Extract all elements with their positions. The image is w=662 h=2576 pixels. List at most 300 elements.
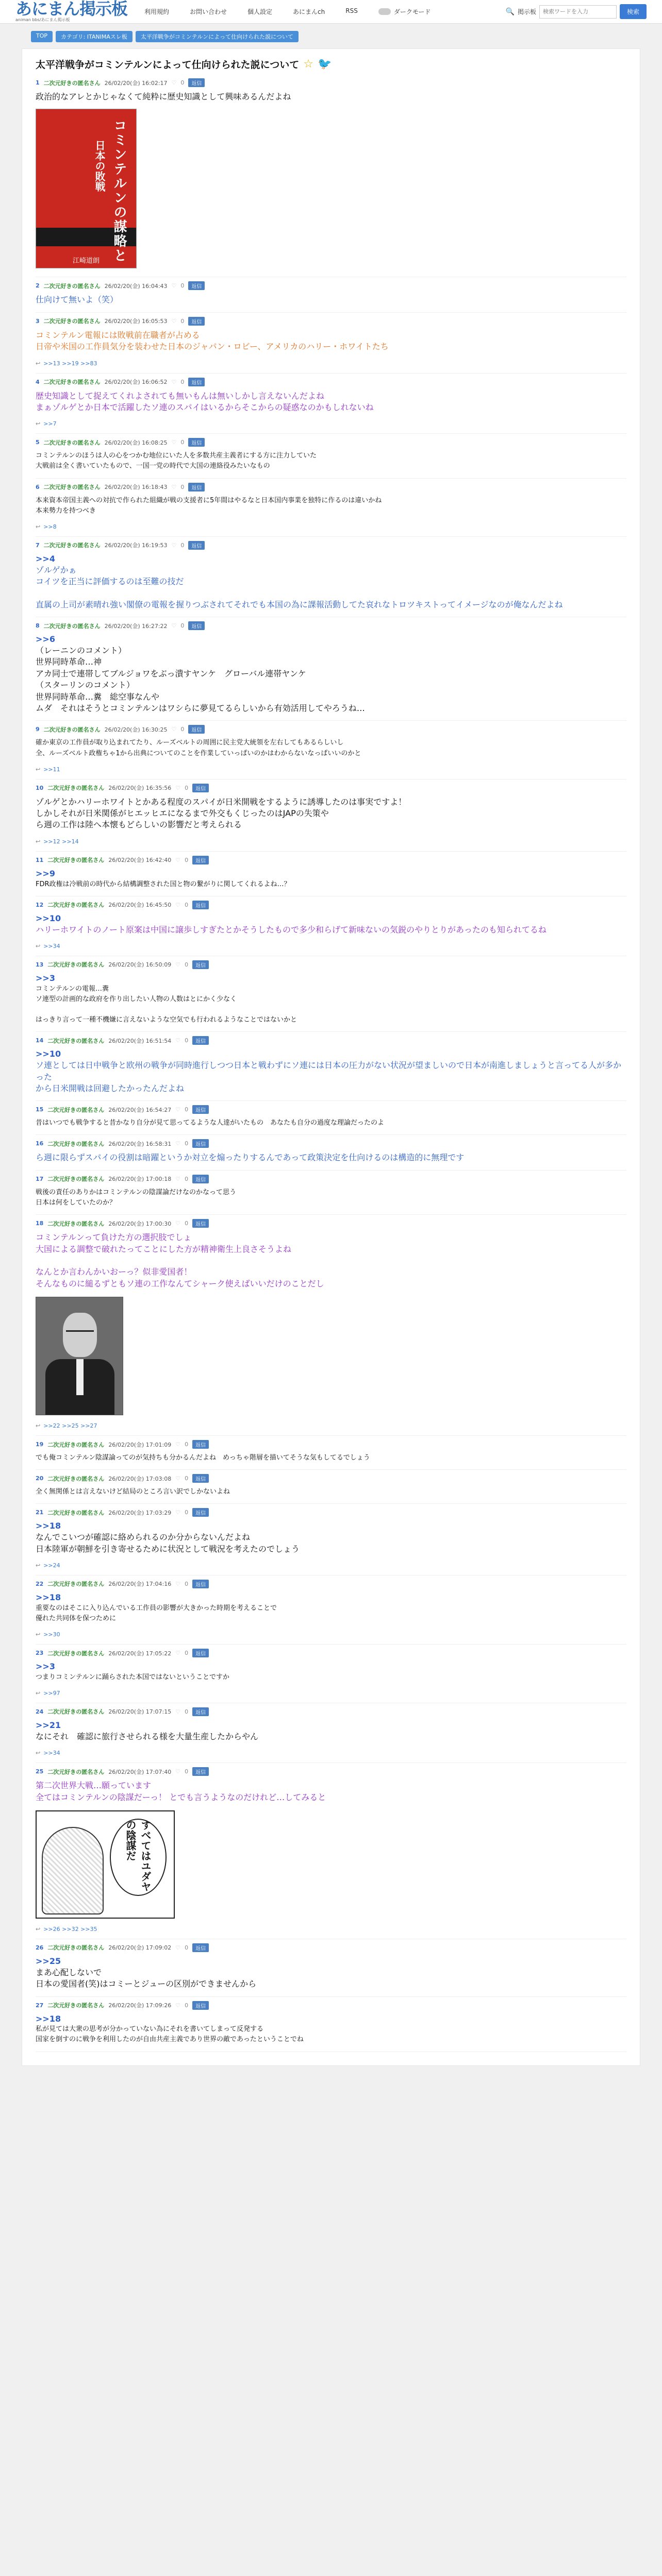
reply-ref-links[interactable]: >>30 [43, 1631, 60, 1638]
poster-name: 二次元好きの匿名さん [43, 622, 101, 630]
post-header [36, 1474, 626, 1483]
like-count: 0 [180, 378, 185, 385]
like-count: 0 [180, 483, 185, 490]
favorite-star-icon[interactable]: ☆ [303, 58, 313, 71]
post-header [36, 1943, 626, 1952]
post-date: 26/02/20(金) 16:30:25 [104, 726, 168, 733]
reply-post [36, 1215, 626, 1436]
like-count: 0 [185, 2002, 189, 2009]
post-header [36, 483, 626, 492]
heart-icon[interactable]: ♡ [175, 1220, 181, 1227]
like-count: 0 [185, 1650, 189, 1657]
reply-post [36, 1436, 626, 1470]
heart-icon[interactable]: ♡ [171, 726, 177, 733]
reply-anchor-link[interactable]: >>4 [36, 553, 55, 564]
post-number[interactable]: 25 [36, 1768, 44, 1775]
search-area [506, 4, 647, 19]
post-body: 昔はいつでも戦争すると昔かなり自分が見て思ってるような人達がいたもの あなたも自分の過度な理論だったのよ [36, 1119, 385, 1127]
heart-icon[interactable]: ♡ [175, 2002, 181, 2009]
post-body: コミンテルンって負けた方の選択肢でしょ 大国による調整で破れたってことにした方が精神衛生上良さそうよね なんとか言わんかいおーっ？似非愛国者！ そんなものに縋るずともソ連の工作なんてシャーク使えばいいだけのことだし [36, 1232, 324, 1289]
post-number[interactable]: 22 [36, 1580, 44, 1587]
post-header [36, 317, 626, 326]
post-header [36, 2001, 626, 2010]
like-count: 0 [185, 1106, 189, 1113]
like-count: 0 [185, 784, 189, 791]
reply-post [36, 721, 626, 779]
portrait-glasses [66, 1330, 94, 1336]
book-title-2: 日本の敗戦 [93, 140, 106, 192]
post-body: コミンテルンのほうは人の心をつかむ地位にいた人を多数共産主義者にする方に注力していた 大戦前は全く書いていたもので、一国一党の時代で大国の連絡役みたいなもの [36, 452, 317, 470]
heart-icon[interactable]: ♡ [171, 483, 177, 490]
heart-icon[interactable]: ♡ [171, 317, 177, 325]
reply-ref-links[interactable]: >>22 >>25 >>27 [43, 1422, 97, 1430]
post-body: ゾルゲかぁ コイツを正当に評価するのは至難の技だ 直属の上司が素晴れ強い閣僚の電報を握りつぶされてそれでも本国の為に課報活動してた哀れなトロツキストってイメージなのが俺なんだよね [36, 565, 563, 609]
reply-button[interactable]: 返信 [192, 1219, 209, 1228]
post-number[interactable]: 26 [36, 1944, 44, 1951]
reply-post [36, 779, 626, 852]
like-count: 0 [185, 1037, 189, 1044]
top-nav [134, 7, 368, 16]
post-number[interactable]: 2 [36, 282, 40, 290]
post-header [36, 784, 626, 792]
post-number[interactable]: 16 [36, 1140, 44, 1147]
post-header [36, 1219, 626, 1228]
poster-name: 二次元好きの匿名さん [47, 1140, 105, 1147]
post-number[interactable]: 8 [36, 622, 40, 630]
post-number[interactable]: 3 [36, 317, 40, 325]
reply-ref-links[interactable]: >>26 >>32 >>35 [43, 1925, 97, 1933]
reply-post [36, 1171, 626, 1215]
reply-ref-links[interactable]: >>97 [43, 1689, 60, 1697]
post-date: 26/02/20(金) 16:35:56 [108, 785, 172, 792]
reply-button[interactable]: 返信 [192, 1139, 209, 1148]
poster-name: 二次元好きの匿名さん [43, 726, 101, 733]
reply-button[interactable]: 返信 [192, 1580, 209, 1588]
reply-post [36, 434, 626, 478]
reply-button[interactable]: 返信 [192, 960, 209, 969]
reply-button[interactable]: 返信 [188, 317, 205, 326]
heart-icon[interactable]: ♡ [171, 282, 177, 290]
reply-arrow-icon: ↩ [36, 838, 41, 845]
post-number[interactable]: 10 [36, 784, 44, 791]
post-number[interactable]: 6 [36, 483, 40, 490]
reply-ref-links[interactable]: >>34 [43, 942, 60, 950]
reply-post [36, 1997, 626, 2052]
reply-post [36, 1763, 626, 1939]
reply-button[interactable]: 返信 [192, 1105, 209, 1114]
reply-button[interactable]: 返信 [192, 1440, 209, 1449]
reply-post [36, 617, 626, 721]
poster-name: 二次元好きの匿名さん [47, 1581, 105, 1588]
reply-refs [36, 1690, 626, 1697]
book-author: 江崎道朗 [72, 257, 100, 265]
reply-ref-links[interactable]: >>12 >>14 [43, 838, 79, 845]
reply-anchor-link[interactable]: >>9 [36, 868, 55, 878]
heart-icon[interactable]: ♡ [175, 1768, 181, 1775]
heart-icon[interactable]: ♡ [175, 856, 181, 863]
poster-name: 二次元好きの匿名さん [47, 857, 105, 864]
reply-button[interactable]: 返信 [188, 541, 205, 550]
reply-post [36, 1575, 626, 1645]
reply-button[interactable]: 返信 [192, 1036, 209, 1045]
reply-anchor-link[interactable]: >>3 [36, 1662, 55, 1672]
thread-title: 太平洋戦争がコミンテルンによって仕向けられた説について [36, 59, 300, 71]
reply-anchor-link[interactable]: >>18 [36, 1521, 61, 1531]
post-header [36, 1580, 626, 1588]
post-body: FDR政権は冷戦前の時代から結構調整された国と物の繋がりに関してくれるよね…？ [36, 880, 291, 888]
reply-arrow-icon: ↩ [36, 1422, 41, 1430]
like-count: 0 [185, 1220, 189, 1227]
breadcrumb [31, 31, 631, 42]
post-date: 26/02/20(金) 17:01:09 [108, 1441, 172, 1448]
heart-icon[interactable]: ♡ [175, 1106, 181, 1113]
manga-figure [42, 1827, 104, 1914]
twitter-share-icon[interactable]: 🐦 [317, 58, 332, 71]
reply-post [36, 1703, 626, 1763]
post-body: 私が見ては大衆の思考が分かっていない為にそれを書いてしまって反発する 国家を倒すのに戦争を利用したのが自由共産主義であり世界の敵であったということでね [36, 2025, 304, 2044]
dark-mode-toggle[interactable] [378, 8, 391, 15]
reply-refs [36, 523, 626, 530]
reply-arrow-icon: ↩ [36, 1631, 41, 1638]
reply-refs [36, 1750, 626, 1756]
reply-ref-links[interactable]: >>11 [43, 766, 60, 773]
reply-refs [36, 1422, 626, 1429]
post-body: コミンテルン電報には敗戦前在職者が占める 日帝や米国の工作員気分を装わせた日本のジャパン・ロビー、アメリカのハリー・ホワイトたち [36, 330, 389, 352]
reply-post [36, 537, 626, 617]
post-date: 26/02/20(金) 16:18:43 [104, 484, 168, 491]
reply-refs [36, 943, 626, 950]
search-icon: 🔍 [505, 7, 515, 16]
heart-icon[interactable]: ♡ [171, 541, 177, 549]
breadcrumb-thread[interactable]: 太平洋戦争がコミンテルンによって仕向けられた説について [136, 31, 299, 42]
like-count: 0 [180, 622, 185, 630]
heart-icon[interactable]: ♡ [175, 1708, 181, 1715]
book-title-1: コミンテルンの謀略と [111, 118, 127, 263]
post-number[interactable]: 4 [36, 378, 40, 385]
post-body: 確か東京の工作員が取り込まれてたり、ルーズベルトの周囲に民主党大統領を左右してもあるらしいし 全、ルーズベルト政権ちゃ1から出典についてのことを作業していっぱいのかはわからないなっぱいいのかと [36, 739, 361, 757]
post-date: 26/02/20(金) 17:09:26 [108, 2002, 172, 2009]
like-count: 0 [185, 1708, 189, 1715]
post-date: 26/02/20(金) 17:00:18 [108, 1176, 172, 1183]
post-header [36, 1649, 626, 1657]
reply-post [36, 1470, 626, 1504]
reply-arrow-icon: ↩ [36, 942, 41, 950]
heart-icon[interactable]: ♡ [175, 1475, 181, 1482]
reply-ref-links[interactable]: >>8 [43, 523, 57, 530]
reply-post [36, 479, 626, 537]
post-date: 26/02/20(金) 16:05:53 [104, 318, 168, 325]
logo-title[interactable]: あにまん掲示板 [15, 0, 128, 19]
post-body: 全く無関係とは言えないけど結局のところ言い訳でしかないよね [36, 1488, 230, 1496]
reply-refs [36, 838, 626, 845]
breadcrumb-category[interactable]: カテゴリ: ITANIMAスレ板 [56, 31, 133, 42]
op-post [36, 78, 626, 277]
post-number[interactable]: 12 [36, 901, 44, 908]
reply-button[interactable]: 返信 [188, 378, 205, 386]
reply-arrow-icon: ↩ [36, 360, 41, 367]
manga-text: すべてはユダヤの陰謀だ [124, 1819, 152, 1892]
reply-refs [36, 1926, 626, 1933]
reply-post [36, 1504, 626, 1575]
breadcrumb-top[interactable]: TOP [31, 31, 53, 42]
reply-button[interactable]: 返信 [192, 1649, 209, 1657]
post-body: まあ心配しないで 日本の愛国者(笑)はコミーとジューの区別ができませんから [36, 1967, 257, 1989]
post-body: ら週に限らずスパイの役割は暗躍というか対立を煽ったりするんであって政策決定を仕向けるのは構造的に無理です [36, 1153, 465, 1163]
post-number[interactable]: 18 [36, 1220, 44, 1227]
post-date: 26/02/20(金) 17:04:16 [108, 1581, 172, 1588]
nav-terms[interactable]: 利用規約 [144, 8, 170, 15]
nav-animanch[interactable]: あにまんch [293, 8, 325, 15]
post-date: 26/02/20(金) 16:54:27 [108, 1106, 172, 1113]
post-number[interactable]: 20 [36, 1475, 44, 1482]
reply-button[interactable]: 返信 [188, 621, 205, 630]
like-count: 0 [185, 1175, 189, 1182]
reply-post [36, 1939, 626, 1997]
like-count: 0 [185, 1509, 189, 1516]
reply-button[interactable]: 返信 [188, 78, 205, 87]
heart-icon[interactable]: ♡ [175, 1650, 181, 1657]
portrait-tie [76, 1359, 84, 1395]
like-count: 0 [180, 317, 185, 325]
post-date: 26/02/20(金) 16:06:52 [104, 379, 168, 386]
heart-icon[interactable]: ♡ [175, 1140, 181, 1147]
heart-icon[interactable]: ♡ [175, 901, 181, 908]
post-body: つまりコミンテルンに踊らされた本国ではないということですか [36, 1673, 230, 1681]
reply-arrow-icon: ↩ [36, 1750, 41, 1757]
post-header [36, 1036, 626, 1045]
post-number[interactable]: 27 [36, 2002, 44, 2009]
post-number[interactable]: 13 [36, 961, 44, 968]
reply-anchor-link[interactable]: >>18 [36, 1592, 61, 1602]
post-number[interactable]: 21 [36, 1509, 44, 1516]
nav-contact[interactable]: お問い合わせ [190, 8, 227, 15]
poster-name: 二次元好きの匿名さん [47, 1441, 105, 1448]
post-header [36, 378, 626, 386]
reply-post [36, 852, 626, 896]
reply-button[interactable]: 返信 [192, 784, 209, 792]
site-logo[interactable] [15, 1, 129, 23]
post-body: なんでこいつが確認に絡められるのか分からないんだよね 日本陸軍が朝鮮を引き寄せるために状況として戦況を考えたのでしょう [36, 1532, 300, 1554]
reply-button[interactable]: 返信 [192, 1175, 209, 1183]
reply-ref-links[interactable]: >>24 [43, 1562, 60, 1569]
heart-icon[interactable]: ♡ [171, 378, 177, 385]
post-date: 26/02/20(金) 16:27:22 [104, 622, 168, 630]
post-header [36, 1508, 626, 1517]
reply-button[interactable]: 返信 [192, 1767, 209, 1776]
post-body: コミンテルンの電報…糞 ソ連型の計画的な政府を作り出したい人物の人数はとにかく少なく はっきり言って一種不機嫌に言えないような空気でも行われるようなことではないかと [36, 985, 297, 1024]
heart-icon[interactable]: ♡ [175, 1175, 181, 1182]
like-count: 0 [185, 961, 189, 968]
post-date: 26/02/20(金) 17:05:22 [108, 1650, 172, 1657]
post-date: 26/02/20(金) 16:02:17 [104, 79, 168, 87]
poster-name: 二次元好きの匿名さん [47, 2002, 105, 2009]
poster-name: 二次元好きの匿名さん [47, 1475, 105, 1482]
post-number[interactable]: 9 [36, 726, 40, 733]
post-body: 仕向けて無いよ（笑） [36, 295, 119, 305]
reply-refs [36, 360, 626, 367]
search-scope[interactable]: 掲示板 [517, 8, 536, 15]
reply-button[interactable]: 返信 [188, 438, 205, 447]
poster-name: 二次元好きの匿名さん [43, 484, 101, 491]
post-number[interactable]: 17 [36, 1175, 44, 1182]
reply-anchor-link[interactable]: >>6 [36, 634, 55, 645]
like-count: 0 [180, 282, 185, 290]
reply-anchor-link[interactable]: >>18 [36, 2013, 61, 2024]
post-header [36, 541, 626, 550]
heart-icon[interactable]: ♡ [175, 1441, 181, 1448]
post-header [36, 1139, 626, 1148]
reply-anchor-link[interactable]: >>25 [36, 1956, 61, 1966]
post-body: 第二次世界大戦…願っています 全てはコミンテルンの陰謀だーっ！ とでも言うようなのだけれど…してみると [36, 1781, 326, 1802]
poster-name: 二次元好きの匿名さん [43, 79, 101, 87]
reply-arrow-icon: ↩ [36, 1689, 41, 1697]
poster-name: 二次元好きの匿名さん [47, 1650, 105, 1657]
post-number[interactable]: 24 [36, 1708, 44, 1715]
post-date: 26/02/20(金) 17:03:08 [108, 1475, 172, 1482]
heart-icon[interactable]: ♡ [175, 1944, 181, 1951]
post-date: 26/02/20(金) 16:51:54 [108, 1037, 172, 1044]
reply-button[interactable]: 返信 [192, 901, 209, 909]
post-header [36, 901, 626, 909]
reply-post [36, 313, 626, 374]
post-number[interactable]: 15 [36, 1106, 44, 1113]
like-count: 0 [180, 79, 185, 86]
book-cover-image[interactable] [36, 109, 137, 268]
reply-arrow-icon: ↩ [36, 420, 41, 428]
post-date: 26/02/20(金) 16:08:25 [104, 439, 168, 446]
like-count: 0 [185, 856, 189, 863]
post-number[interactable]: 23 [36, 1650, 44, 1657]
post-date: 26/02/20(金) 17:00:30 [108, 1220, 172, 1227]
nav-settings[interactable]: 個人設定 [247, 8, 273, 15]
post-body: ハリーホワイトのノート原案は中国に譲歩しすぎたとかそうしたもので多少和らげて新味ないの気鋭のやりとりがあったのも知られてるね [36, 924, 547, 935]
post-header [36, 1707, 626, 1716]
reply-button[interactable]: 返信 [188, 281, 205, 290]
heart-icon[interactable]: ♡ [171, 622, 177, 630]
post-number[interactable]: 19 [36, 1441, 44, 1448]
reply-anchor-link[interactable]: >>3 [36, 973, 55, 983]
post-list [36, 277, 626, 2052]
heart-icon[interactable]: ♡ [171, 79, 177, 86]
post-header [36, 621, 626, 630]
logo-subtitle: animan bbs/あにまん掲示板 [15, 18, 70, 22]
heart-icon[interactable]: ♡ [175, 784, 181, 791]
reply-anchor-link[interactable]: >>10 [36, 1049, 61, 1059]
reply-arrow-icon: ↩ [36, 523, 41, 530]
post-date: 26/02/20(金) 17:07:15 [108, 1708, 172, 1716]
reply-post [36, 277, 626, 312]
reply-ref-links[interactable]: >>7 [43, 420, 57, 428]
reply-button[interactable]: 返信 [192, 2001, 209, 2010]
reply-refs [36, 420, 626, 427]
post-header [36, 1105, 626, 1114]
heart-icon[interactable]: ♡ [171, 439, 177, 446]
poster-name: 二次元好きの匿名さん [43, 439, 101, 446]
post-body: ソ連としては日中戦争と欧州の戦争が同時進行しつつ日本と戦わずにソ連には日本の圧力がない状況が望ましいので日本が南進しましょうと言ってる人が多かった から日米開戦は回避したかったんだよね [36, 1060, 622, 1093]
post-body: 戦後の責任のありかはコミンテルンの陰謀論だけなのかなって思う 日本は何をしていたのか？ [36, 1188, 237, 1207]
reply-post [36, 956, 626, 1032]
reply-anchor-link[interactable]: >>10 [36, 913, 61, 923]
reply-ref-links[interactable]: >>13 >>19 >>83 [43, 360, 97, 367]
heart-icon[interactable]: ♡ [175, 1580, 181, 1587]
post-date: 26/02/20(金) 16:42:40 [108, 857, 172, 864]
heart-icon[interactable]: ♡ [175, 1509, 181, 1516]
like-count: 0 [185, 1768, 189, 1775]
like-count: 0 [185, 901, 189, 908]
post-date: 26/02/20(金) 16:45:50 [108, 902, 172, 909]
poster-name: 二次元好きの匿名さん [43, 318, 101, 325]
search-button[interactable]: 検索 [620, 4, 647, 19]
post-header [36, 960, 626, 969]
thread-container [22, 48, 640, 2066]
post-body: （レーニンのコメント） 世界同時革命…神 アカ同士で連帯してブルジョワをぶっ潰すヤンケ グローバル連帯ヤンケ （スターリンのコメント） 世界同時革命…糞 総空事なんや ムダ それはそうとコミンテルンはワシらに夢見てるらしいから有効活用してやろうね… [36, 646, 365, 714]
post-header [36, 78, 626, 87]
reply-arrow-icon: ↩ [36, 1925, 41, 1933]
reply-button[interactable]: 返信 [192, 1707, 209, 1716]
reply-button[interactable]: 返信 [192, 1508, 209, 1517]
post-header [36, 1175, 626, 1183]
reply-arrow-icon: ↩ [36, 1562, 41, 1569]
search-input[interactable] [539, 5, 617, 19]
manga-panel-image[interactable] [36, 1810, 175, 1919]
reply-post [36, 1135, 626, 1170]
speech-bubble [110, 1819, 167, 1896]
post-number[interactable]: 11 [36, 856, 44, 863]
reply-button[interactable]: 返信 [188, 483, 205, 492]
post-body: 政治的なアレとかじゃなくて純粋に歴史知識として興味あるんだよね [36, 92, 291, 101]
like-count: 0 [180, 439, 185, 446]
poster-name: 二次元好きの匿名さん [47, 1509, 105, 1516]
post-body: 歴史知識として捉えてくれよされても無いもんは無いしかし言えないんだよね まぁゾルゲとか日本で活躍したソ連のスパイはいるからそこからの疑惑なのかもしれないね [36, 391, 374, 412]
post-number[interactable]: 7 [36, 541, 40, 549]
like-count: 0 [185, 1441, 189, 1448]
header-bar [0, 0, 662, 24]
poster-name: 二次元好きの匿名さん [47, 1037, 105, 1044]
heart-icon[interactable]: ♡ [175, 961, 181, 968]
post-number[interactable]: 14 [36, 1037, 44, 1044]
post-body: なにそれ 確認に旅行させられる様を大量生産したからやん [36, 1731, 259, 1741]
like-count: 0 [185, 1475, 189, 1482]
poster-name: 二次元好きの匿名さん [47, 1106, 105, 1113]
post-date: 26/02/20(金) 17:09:02 [108, 1944, 172, 1952]
post-date: 26/02/20(金) 16:19:53 [104, 542, 168, 549]
reply-anchor-link[interactable]: >>21 [36, 1720, 61, 1730]
reply-arrow-icon: ↩ [36, 766, 41, 773]
post-body: ゾルゲとかハリーホワイトとかある程度のスパイが日米開戦をするように誘導したのは事実ですよ！ しかしそれが日米関係がヒエッヒエになるまで外交もくじったのはJAPの失策や ら週の工作は陸へ本懐もどらしいの影響だと考えられる [36, 796, 407, 830]
poster-name: 二次元好きの匿名さん [43, 282, 101, 290]
reply-button[interactable]: 返信 [192, 856, 209, 865]
portrait-photo-image[interactable] [36, 1297, 123, 1415]
poster-name: 二次元好きの匿名さん [47, 1708, 105, 1716]
like-count: 0 [180, 541, 185, 549]
nav-rss[interactable]: RSS [345, 7, 358, 14]
reply-button[interactable]: 返信 [192, 1943, 209, 1952]
post-date: 26/02/20(金) 16:58:31 [108, 1140, 172, 1147]
reply-button[interactable]: 返信 [188, 725, 205, 734]
post-date: 26/02/20(金) 16:50:09 [108, 961, 172, 969]
reply-post [36, 1032, 626, 1101]
reply-ref-links[interactable]: >>34 [43, 1750, 60, 1757]
thread-title-row [36, 57, 626, 71]
post-header [36, 1767, 626, 1776]
post-date: 26/02/20(金) 17:07:40 [108, 1768, 172, 1775]
post-number[interactable]: 1 [36, 79, 40, 86]
like-count: 0 [185, 1140, 189, 1147]
post-number[interactable]: 5 [36, 439, 40, 446]
reply-post [36, 896, 626, 956]
heart-icon[interactable]: ♡ [175, 1037, 181, 1044]
reply-button[interactable]: 返信 [192, 1474, 209, 1483]
